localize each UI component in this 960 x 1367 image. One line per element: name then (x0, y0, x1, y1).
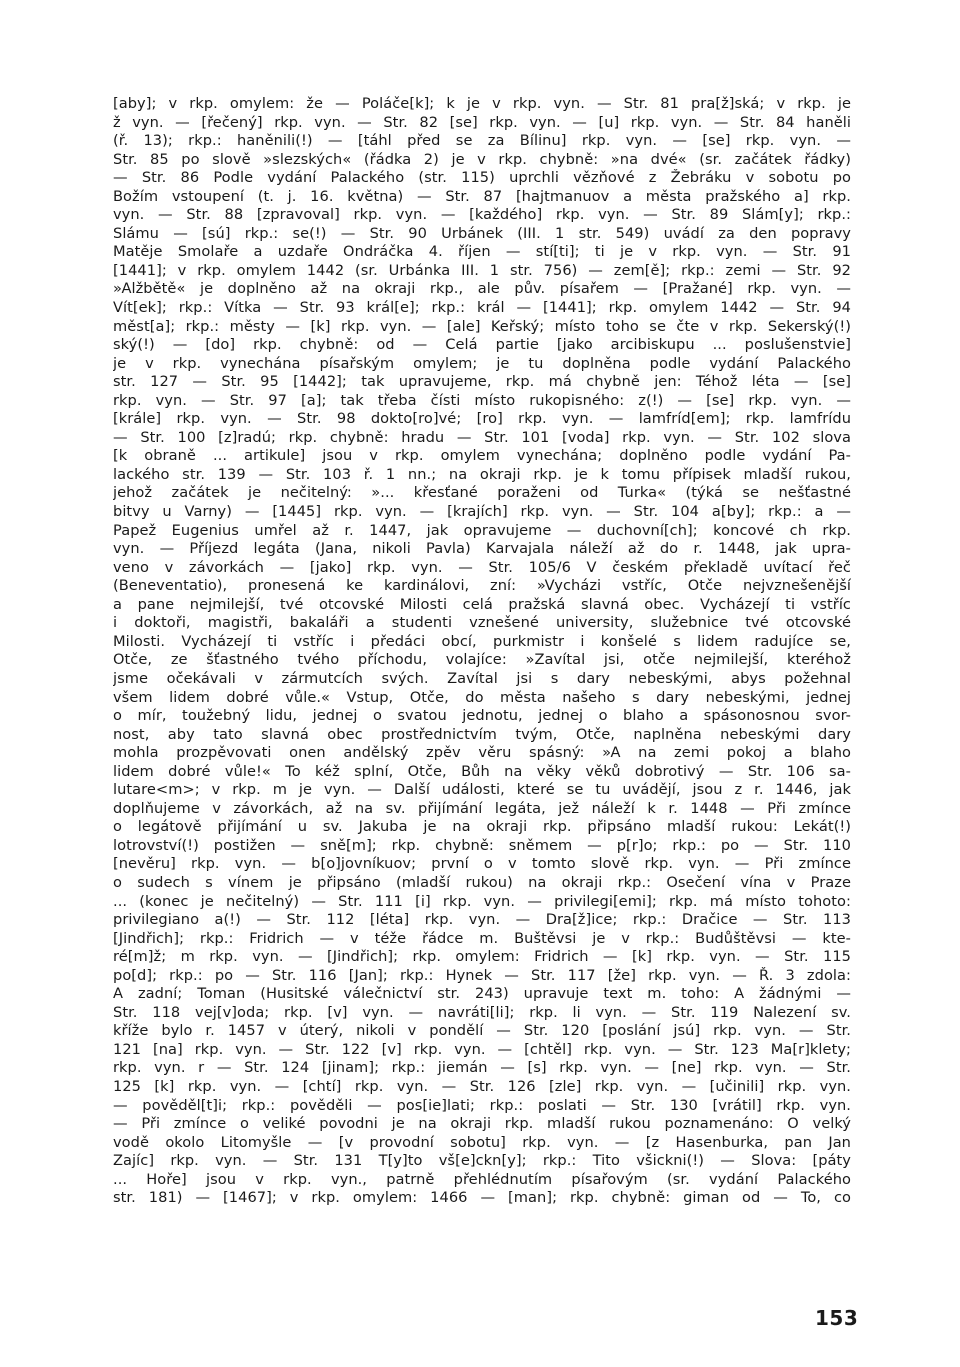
text-line: A zadní; Toman (Husitské válečnictví str. 243) upravuje text m. toho: A žádnými — (113, 985, 851, 1003)
text-line: bitvy u Varny) — [1445] rkp. vyn. — [krajích] rkp. vyn. — Str. 104 a[by]; rkp.: a — (113, 503, 851, 521)
text-line: vodě okolo Litomyšle — [v provodní sobotu] rkp. vyn. — [z Hasenburka, pan Jan (113, 1133, 851, 1151)
text-line: — Str. 100 [z]radú; rkp. chybně: hradu — Str. 101 [voda] rkp. vyn. — Str. 102 slova (113, 428, 851, 446)
text-line: o sudech s vínem je připsáno (mladší rukou) na okraji rkp.: Osečení vína v Praze (113, 873, 851, 891)
text-line: Milosti. Vycházejí ti vstříc i předáci obcí, purkmistr i konšelé s lidem radujíce se, (113, 632, 851, 650)
text-line: 121 [na] rkp. vyn. — Str. 122 [v] rkp. vyn. — [chtěl] rkp. vyn. — Str. 123 Ma[r]klety; (113, 1040, 851, 1058)
text-line: lotrovství(!) postižen — sně[m]; rkp. chybně: sněmem — p[r]o; rkp.: po — Str. 110 (113, 836, 851, 854)
text-line: — pověděl[t]i; rkp.: pověděli — pos[ie]lati; rkp.: poslati — Str. 130 [vrátil] rkp. vyn. (113, 1096, 851, 1114)
text-line: 125 [k] rkp. vyn. — [chtí] rkp. vyn. — Str. 126 [zle] rkp. vyn. — [učinili] rkp. vyn. (113, 1077, 851, 1095)
text-line: vyn. — Příjezd legáta (Jana, nikoli Pavla) Karvajala náleží až do r. 1448, jak upra- (113, 540, 851, 558)
text-line: (ř. 13); rkp.: haněnili(!) — [táhl před se za Bílinu] rkp. vyn. — [se] rkp. vyn. — (113, 132, 851, 150)
text-line (113, 1208, 851, 1227)
text-line: (Beneventatio), pronesená ke kardinálovi, zní: »Vycházi vstříc, Otče nejvznešenější (113, 577, 851, 595)
text-line: — Str. 86 Podle vydání Palackého (str. 115) uprchli vězňové z Žebráku v sobotu po (113, 169, 851, 187)
text-line: ský(!) — [do] rkp. chybně: od — Celá partie [jako arcibiskupu ... poslušenstvie] (113, 336, 851, 354)
text-line: [krále] rkp. vyn. — Str. 98 dokto[ro]vé; [ro] rkp. vyn. — lamfríd[em]; rkp. lamfrídu (113, 410, 851, 428)
text-line: kříže bylo r. 1457 v úterý, nikoli v pondělí — Str. 120 [poslání jsú] rkp. vyn. — Str. (113, 1022, 851, 1040)
text-line: o mír, toužebný lidu, jednej o svatou jednotu, jednej o blaho a spásonosnou svor- (113, 707, 851, 725)
text-line: Matěje Smolaře a uzdaře Ondráčka 4. říjen — stí[ti]; ti je v rkp. vyn. — Str. 91 (113, 243, 851, 261)
text-line: Zajíc] rkp. vyn. — Str. 131 T[y]to vš[e]ckn[y]; rkp.: Tito všickni(!) — Slova: [páty (113, 1152, 851, 1170)
text-line: všem lidem dobré vůle.« Vstup, Otče, do města našeho s dary nebeskými, jednej (113, 688, 851, 706)
text-line: Vít[ek]; rkp.: Vítka — Str. 93 král[e]; rkp.: král — [1441]; rkp. omylem 1442 — Str. 94 (113, 299, 851, 317)
text-line: lackého str. 139 — Str. 103 ř. 1 nn.; na okraji rkp. je k tomu přípisek mladší rukou, (113, 465, 851, 483)
text-line: ... (konec je nečitelný) — Str. 111 [i] rkp. vyn. — privilegi[emi]; rkp. má místo tohoto: (113, 892, 851, 910)
text-line: lidem dobré vůle!« To kéž splní, Otče, Bůh na věky věků dobrotivý — Str. 106 sa- (113, 762, 851, 780)
text-line: — Při zmínce o veliké povodni je na okraji rkp. mladší rukou poznamenáno: O velký (113, 1115, 851, 1133)
text-line: je v rkp. vynechána písařským omylem; je tu doplněna podle vydání Palackého (113, 354, 851, 372)
text-line: Božím vstoupení (t. j. 16. května) — Str. 87 [hajtmanuov a města pražského a] rkp. (113, 187, 851, 205)
text-line: jsme očekávali v zármutcích svých. Zavítal jsi s dary nebeskými, abys požehnal (113, 669, 851, 687)
text-line: mohla prozpěvovati onen andělský zpěv věru spásný: »A na zemi pokoj a blaho (113, 744, 851, 762)
text-line: veno v závorkách — [jako] rkp. vyn. — Str. 105/6 V českém překladě uvítací řeč (113, 558, 851, 576)
text-line: nost, aby tato slavná obec prostřednictvím tvým, Otče, naplněna nebeskými dary (113, 725, 851, 743)
text-line: měst[a]; rkp.: městy — [k] rkp. vyn. — [ale] Keřský; místo toho se čte v rkp. Sekerský(!) (113, 317, 851, 335)
text-line: po[d]; rkp.: po — Str. 116 [Jan]; rkp.: Hynek — Str. 117 [že] rkp. vyn. — Ř. 3 zdola: (113, 966, 851, 984)
text-line: doplňujeme v závorkách, až na sv. přijímání legáta, jež náleží k r. 1448 — Při zmínce (113, 799, 851, 817)
text-line: Papež Eugenius umřel až r. 1447, jak opravujeme — duchovní[ch]; koncové ch rkp. (113, 521, 851, 539)
text-line: [Jindřich]; rkp.: Fridrich — v téže řádce m. Buštěvsi je v rkp.: Budůštěvsi — kte- (113, 929, 851, 947)
text-line: lutare<m>; v rkp. m je vyn. — Další události, které se tu uvádějí, jsou z r. 1446, jak (113, 781, 851, 799)
text-line: Otče, ze šťastného tvého příchodu, volajíce: »Zavítal jsi, otče nejmilejší, kteréhož (113, 651, 851, 669)
text-line: o legátově přijímání u sv. Jakuba je na okraji rkp. připsáno mladší rukou: Lekát(!) (113, 818, 851, 836)
text-line: ré[m]ž; m rkp. vyn. — [Jindřich]; rkp. omylem: Fridrich — [k] rkp. vyn. — Str. 115 (113, 948, 851, 966)
text-line: Str. 118 vej[v]oda; rkp. [v] vyn. — navráti[li]; rkp. li vyn. — Str. 119 Nalezení sv. (113, 1003, 851, 1021)
text-line: i doktoři, magistři, bakaláři a studenti vznešené university, služebnice tvé otcovské (113, 614, 851, 632)
text-line: str. 127 — Str. 95 [1442]; tak upravujeme, rkp. má chybně jen: Téhož léta — [se] (113, 373, 851, 391)
text-line: rkp. vyn. r — Str. 124 [jinam]; rkp.: jiemán — [s] rkp. vyn. — [ne] rkp. vyn. — Str. (113, 1059, 851, 1077)
text-line: jehož začátek je nečitelný: »... křesťané poraženi od Turka« (týká se nešťastné (113, 484, 851, 502)
text-line: rkp. vyn. — Str. 97 [a]; tak třeba čísti místo rukopisného: z(!) — [se] rkp. vyn. — (113, 391, 851, 409)
text-line: ... Hoře] jsou v rkp. vyn., patrně přehlédnutím písařovým (sr. vydání Palackého (113, 1170, 851, 1188)
text-line: Slámu — [sú] rkp.: se(!) — Str. 90 Urbánek (III. 1 str. 549) uvádí za den popravy (113, 224, 851, 242)
text-line: Str. 85 po slově »slezských« (řádka 2) je v rkp. chybně: »na dvé« (sr. začátek řádky) (113, 150, 851, 168)
notes-text-block (113, 95, 851, 1226)
text-line: [1441]; v rkp. omylem 1442 (sr. Urbánka III. 1 str. 756) — zem[ě]; rkp.: zemi — Str. 92 (113, 261, 851, 279)
text-line: vyn. — Str. 88 [zpravoval] rkp. vyn. — [každého] rkp. vyn. — Str. 89 Slám[y]; rkp.: (113, 206, 851, 224)
text-line: privilegiano a(!) — Str. 112 [léta] rkp. vyn. — Dra[ž]ice; rkp.: Dračice — Str. 113 (113, 911, 851, 929)
text-line: a pane nejmilejší, tvé otcovské Milosti celá pražská slavná obec. Vycházejí ti vstříc (113, 595, 851, 613)
text-line: str. 181) — [1467]; v rkp. omylem: 1466 — [man]; rkp. chybně: giman od — To, co (113, 1189, 851, 1207)
page-number: 153 (815, 1306, 859, 1330)
text-line: [aby]; v rkp. omylem: že — Poláče[k]; k je v rkp. vyn. — Str. 81 pra[ž]ská; v rkp. je (113, 95, 851, 112)
text-line: [nevěru] rkp. vyn. — b[o]jovníkuov; první o v tomto slově rkp. vyn. — Při zmínce (113, 855, 851, 873)
text-line: »Alžbětě« je doplněno až na okraji rkp., ale pův. písařem — [Pražané] rkp. vyn. — (113, 280, 851, 298)
text-line: ž vyn. — [řečený] rkp. vyn. — Str. 82 [se] rkp. vyn. — [u] rkp. vyn. — Str. 84 haněli (113, 113, 851, 131)
text-line: [k obraně ... artikule] jsou v rkp. omylem vynechána; doplněno podle vydání Pa- (113, 447, 851, 465)
